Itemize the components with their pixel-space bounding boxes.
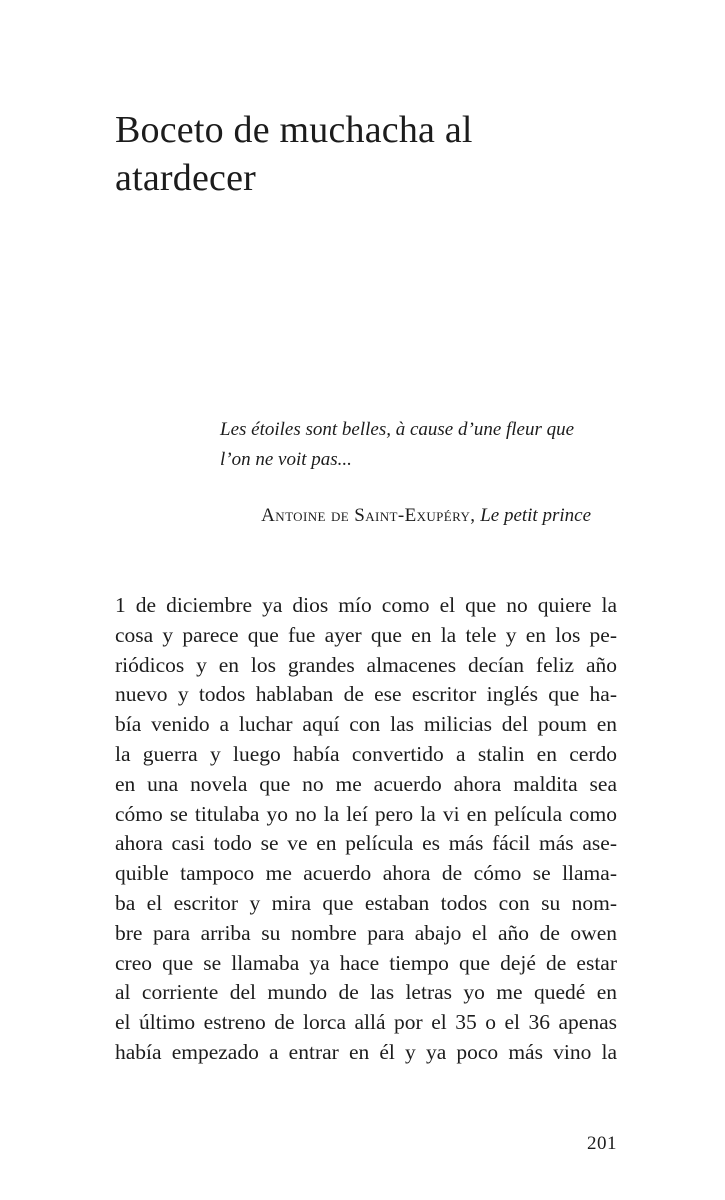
body-line: el último estreno de lorca allá por el 35 o el 36 apenas [115,1010,617,1035]
body-text [115,591,617,1068]
body-line: quible tampoco me acuerdo ahora de cómo se llama- [115,861,617,886]
page-number: 201 [587,1133,617,1154]
body-line: bía venido a luchar aquí con las milicias del poum en [115,712,617,737]
body-line: 1 de diciembre ya dios mío como el que no quiere la [115,593,617,617]
body-line: cómo se titulaba yo no la leí pero la vi en película como [115,801,617,826]
body-line: en una novela que no me acuerdo ahora maldita sea [115,771,617,796]
body-line: riódicos y en los grandes almacenes decían feliz año [115,652,617,677]
epigraph-attribution [261,502,591,530]
epigraph-work: Le petit prince [480,505,591,526]
body-line: había empezado a entrar en él y ya poco más vino la [115,1039,617,1064]
body-line: ba el escritor y mira que estaban todos con su nom- [115,890,617,915]
body-line: la guerra y luego había convertido a stalin en cerdo [115,741,617,766]
body-line: nuevo y todos hablaban de ese escritor inglés que ha- [115,682,617,707]
epigraph-line: Les étoiles sont belles, à cause d’une fleur que [220,419,575,440]
chapter-title: Boceto de muchacha al atardecer [115,109,473,199]
body-line: creo que se llamaba ya hace tiempo que dejé de estar [115,950,617,975]
body-line: al corriente del mundo de las letras yo me quedé en [115,980,617,1005]
epigraph-author: Antoine de Saint-Exupéry, [261,505,476,526]
body-line: cosa y parece que fue ayer que en la tele y en los pe- [115,622,617,647]
epigraph-line: l’on ne voit pas... [220,449,352,470]
body-line: ahora casi todo se ve en película es más fácil más ase- [115,831,617,856]
body-line: bre para arriba su nombre para abajo el año de owen [115,920,617,945]
epigraph [220,415,620,475]
